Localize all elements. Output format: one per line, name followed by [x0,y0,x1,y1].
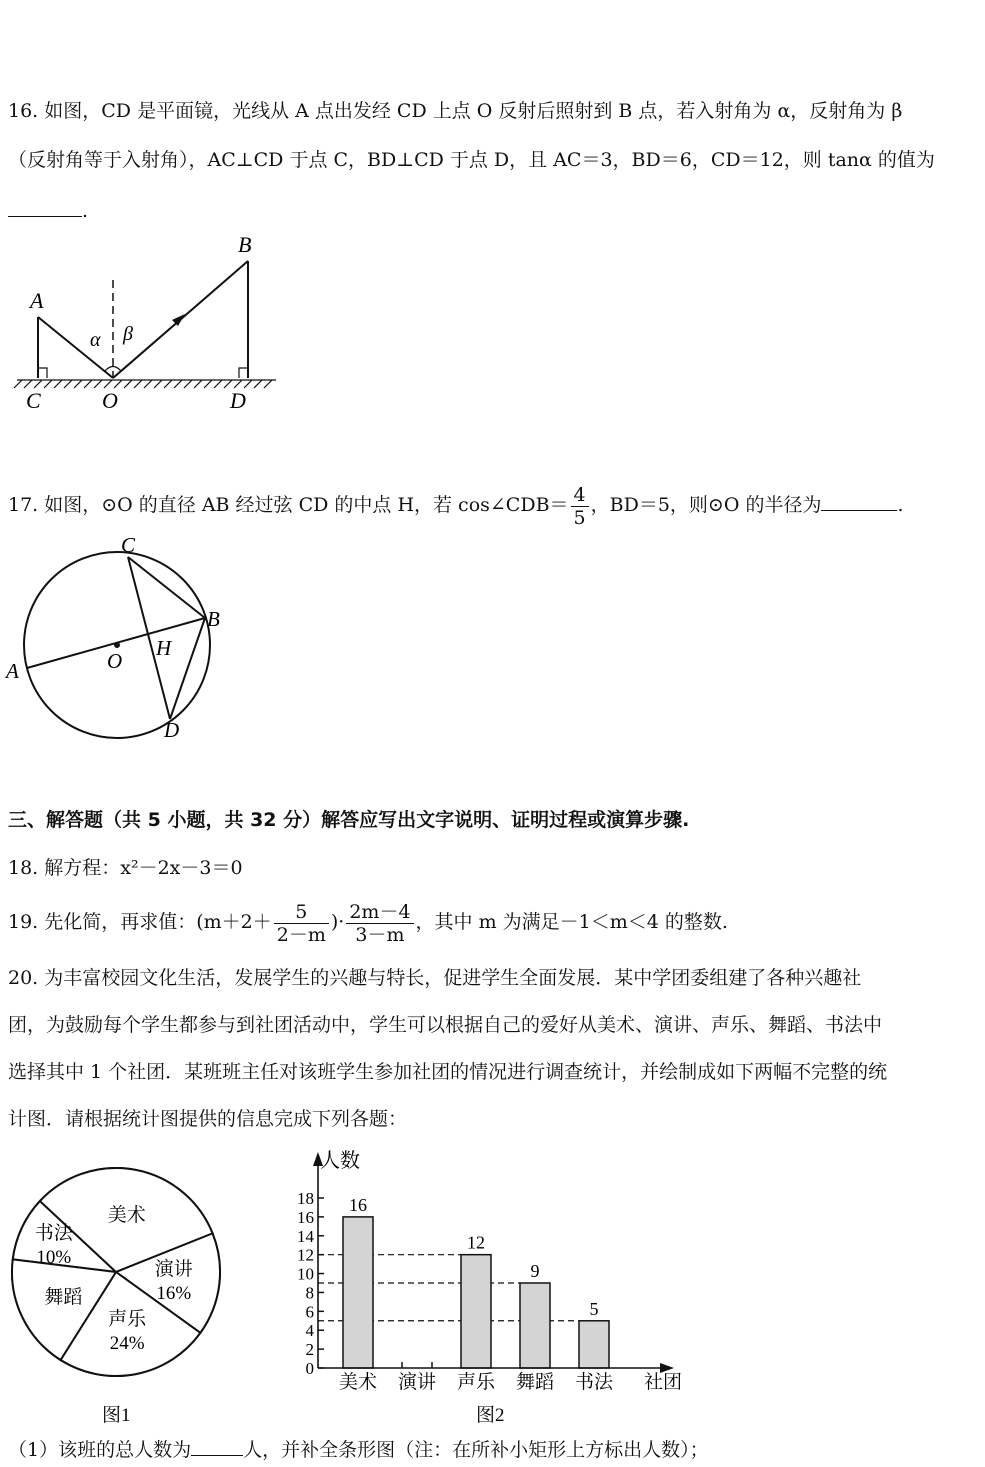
pie-slice-label: 演讲 [154,1259,193,1281]
pie-slice-percent: 24% [109,1333,145,1355]
point-d-label: D [230,388,246,413]
fraction-2m-4-over-3-m: $\frac{2m-4}{3-m}$ [346,901,413,946]
circle-chord-figure [0,530,240,745]
bar-舞蹈 [520,1283,550,1368]
answer-blank[interactable] [191,1437,243,1456]
alpha-label: α [90,329,101,351]
y-tick-label: 14 [297,1226,314,1246]
y-tick-label: 4 [305,1321,314,1341]
figure-1-caption: 图1 [102,1405,131,1426]
x-category-label: 演讲 [397,1372,437,1393]
x-axis-label: 社团 [644,1372,683,1393]
y-tick-label: 0 [305,1359,314,1378]
y-tick-label: 2 [305,1340,314,1360]
answer-blank[interactable] [821,492,897,511]
point-a-label: A [30,288,44,313]
pie-slice-percent: 10% [36,1246,72,1268]
pie-slice-label: 舞蹈 [44,1286,83,1308]
q16-line-2: （反射角等于入射角），AC⊥CD 于点 C，BD⊥CD 于点 D，且 AC＝3，BD＝6，CD＝12，则 tanα 的值为 [8,149,935,171]
point-o-label: O [107,649,123,673]
bar-value-label: 9 [530,1261,540,1281]
fraction-4-5: $\frac{4}{5}$ [571,484,589,529]
bar-书法 [579,1321,609,1368]
q16-line-1: 16. 如图，CD 是平面镜，光线从 A 点出发经 CD 上点 O 反射后照射到 B 点，若入射角为 α，反射角为 β [8,100,903,122]
point-o-label: O [102,388,118,413]
y-tick-label: 8 [305,1283,314,1303]
x-category-label: 书法 [574,1372,614,1393]
y-tick-label: 6 [305,1302,314,1322]
q19-line: 19. 先化简，再求值：(m＋2＋ $\frac{5}{2-m}$ )· $\frac{2m-4}{3-m}$ ，其中 m 为满足－1＜m＜4 的整数. [8,900,728,946]
bar-美术 [343,1217,373,1368]
x-category-label: 美术 [338,1372,378,1393]
answer-blank[interactable] [8,198,82,217]
fraction-5-over-2-m: $\frac{5}{2-m}$ [274,901,329,946]
y-axis-label: 人数 [320,1150,360,1172]
bar-value-label: 12 [467,1232,485,1253]
bar-value-label: 16 [349,1194,367,1215]
point-a-label: A [6,659,19,683]
y-tick-label: 16 [297,1207,314,1227]
pie-slice-label: 美术 [107,1204,146,1226]
q20-line-1: 20. 为丰富校园文化生活，发展学生的兴趣与特长，促进学生全面发展．某中学团委组建了各种兴趣社 [8,967,862,989]
point-c-label: C [121,533,136,557]
y-tick-label: 12 [297,1245,314,1265]
mirror-reflection-figure [0,228,300,418]
bar-value-label: 5 [589,1298,599,1319]
point-h-label: H [156,636,172,660]
q17-line: 17. 如图，⊙O 的直径 AB 经过弦 CD 的中点 H，若 cos∠CDB＝ $\frac{4}{5}$ ，BD＝5，则⊙O 的半径为 . [8,483,904,529]
pie-slice-percent: 16% [156,1283,192,1305]
point-d-label: D [164,718,180,742]
section-heading: 三、解答题（共 5 小题，共 32 分）解答应写出文字说明、证明过程或演算步骤. [8,809,690,831]
point-c-label: C [26,388,41,413]
q20-line-4: 计图．请根据统计图提供的信息完成下列各题： [8,1108,408,1130]
x-category-label: 舞蹈 [515,1372,555,1393]
point-b-label: B [207,607,220,631]
beta-label: β [123,323,133,345]
q20-line-3: 选择其中 1 个社团．某班班主任对该班学生参加社团的情况进行调查统计，并绘制成如下两幅不完整的统 [8,1061,888,1083]
pie-slice-label: 声乐 [108,1309,147,1331]
q20-line-2: 团，为鼓励每个学生都参与到社团活动中，学生可以根据自己的爱好从美术、演讲、声乐、舞蹈、书法中 [8,1014,883,1036]
bar-声乐 [461,1255,491,1368]
point-b-label: B [238,232,252,257]
q16-line-3: . [8,198,88,223]
pie-slice-label: 书法 [34,1222,73,1244]
x-category-label: 声乐 [456,1372,496,1393]
pie-chart [0,1165,240,1435]
y-tick-label: 18 [297,1189,314,1208]
q20-sub1: （1）该班的总人数为 人，并补全条形图（注：在所补小矩形上方标出人数）； [8,1439,709,1461]
bar-chart [270,1140,710,1435]
figure-2-caption: 图2 [476,1405,505,1426]
y-tick-label: 10 [297,1264,314,1284]
q18-line: 18. 解方程：x²－2x－3＝0 [8,857,243,879]
